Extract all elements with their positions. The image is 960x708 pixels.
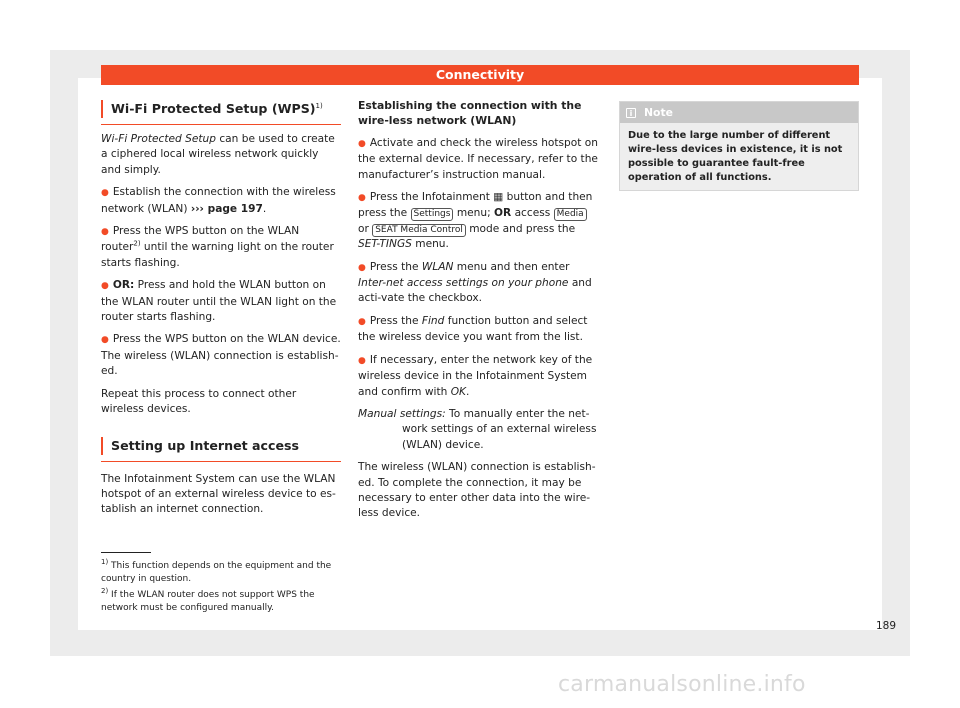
footnote-ref-2: 2) bbox=[133, 239, 141, 248]
note-body: Due to the large number of different wire-less devices in existence, it is not possible to guarantee fault-free operation of all functions. bbox=[628, 130, 843, 183]
footnote-1: $^{1)}$ This function depends on the equipment and the country in question. bbox=[101, 558, 332, 584]
paragraph-closing: The wireless (WLAN) connection is establish-ed. To complete the connection, it may be necessary to enter other data into the wire-less device. bbox=[358, 461, 596, 520]
bullet-item: ● If necessary, enter the network key of the wireless device in the Infotainment System and confirm with OK. bbox=[358, 353, 593, 398]
menu-grid-icon: ▦ bbox=[493, 191, 504, 204]
settings-key: Settings bbox=[411, 208, 454, 221]
bullet-item: ● Press the WLAN menu and then enter Inter-net access settings on your phone and acti-vate the checkbox. bbox=[358, 260, 592, 305]
bullet-item: ● Activate and check the wireless hotspot on the external device. If necessary, refer to the manufacturer’s instruction manual. bbox=[358, 136, 598, 181]
footnote-ref-1: 1) bbox=[315, 101, 323, 110]
paragraph-intro: Wi-Fi Protected Setup can be used to create a ciphered local wireless network quickly and simply. bbox=[101, 133, 335, 176]
footnotes bbox=[101, 560, 341, 618]
bullet-icon: ● bbox=[101, 188, 109, 199]
manual-settings-definition: Manual settings: To manually enter the net-work settings of an external wireless (WLAN) device. bbox=[358, 407, 597, 451]
bullet-icon: ● bbox=[358, 316, 366, 327]
page-link[interactable]: ››› page 197 bbox=[190, 202, 263, 215]
note-box bbox=[619, 101, 859, 191]
seat-media-control-key: SEAT Media Control bbox=[372, 224, 466, 237]
bullet-item: ● Press the Find function button and select the wireless device you want from the list. bbox=[358, 314, 588, 344]
bullet-item: ● OR: Press and hold the WLAN button on the WLAN router until the WLAN light on the router starts flashing. bbox=[101, 279, 337, 324]
chapter-header: Connectivity bbox=[101, 65, 859, 85]
paragraph-repeat: Repeat this process to connect other wireless devices. bbox=[101, 387, 297, 416]
footnote-divider bbox=[101, 552, 151, 553]
bullet-item: ● Press the WPS button on the WLAN router$^{2)}$ until the warning light on the router starts flashing. bbox=[101, 225, 334, 269]
bullet-item: ● Press the WPS button on the WLAN device. The wireless (WLAN) connection is establish-ed. bbox=[101, 333, 341, 378]
column-middle bbox=[358, 98, 600, 522]
bullet-icon: ● bbox=[101, 227, 109, 238]
section-title-wps: Wi-Fi Protected Setup (WPS)$^{1)}$ bbox=[101, 98, 341, 125]
info-icon: i bbox=[626, 108, 636, 118]
column-right bbox=[619, 101, 859, 191]
paragraph-internet: The Infotainment System can use the WLAN hotspot of an external wireless device to es-tablish an internet connection. bbox=[101, 472, 336, 516]
section-title-internet: Setting up Internet access bbox=[101, 435, 341, 462]
watermark: carmanualsonline.info bbox=[558, 672, 806, 697]
bullet-item: ● Press the Infotainment ▦ button and then press the Settings menu; OR access Media or SEAT Media Control mode and press the SET-TINGS menu. bbox=[358, 191, 593, 251]
bullet-icon: ● bbox=[358, 355, 366, 366]
bullet-icon: ● bbox=[358, 138, 366, 149]
bullet-icon: ● bbox=[101, 335, 109, 346]
bullet-icon: ● bbox=[101, 281, 109, 292]
subheading-wlan: Establishing the connection with the wire-less network (WLAN) bbox=[358, 99, 582, 128]
bullet-icon: ● bbox=[358, 262, 366, 273]
bullet-item: ● Establish the connection with the wireless network (WLAN) ››› page 197. bbox=[101, 186, 336, 215]
page-number: 189 bbox=[876, 620, 897, 632]
media-key: Media bbox=[554, 208, 587, 221]
note-header: i Note bbox=[620, 102, 858, 123]
bullet-icon: ● bbox=[358, 193, 366, 204]
footnote-2: $^{2)}$ If the WLAN router does not support WPS the network must be configured manually. bbox=[101, 587, 315, 613]
column-left bbox=[101, 98, 341, 518]
